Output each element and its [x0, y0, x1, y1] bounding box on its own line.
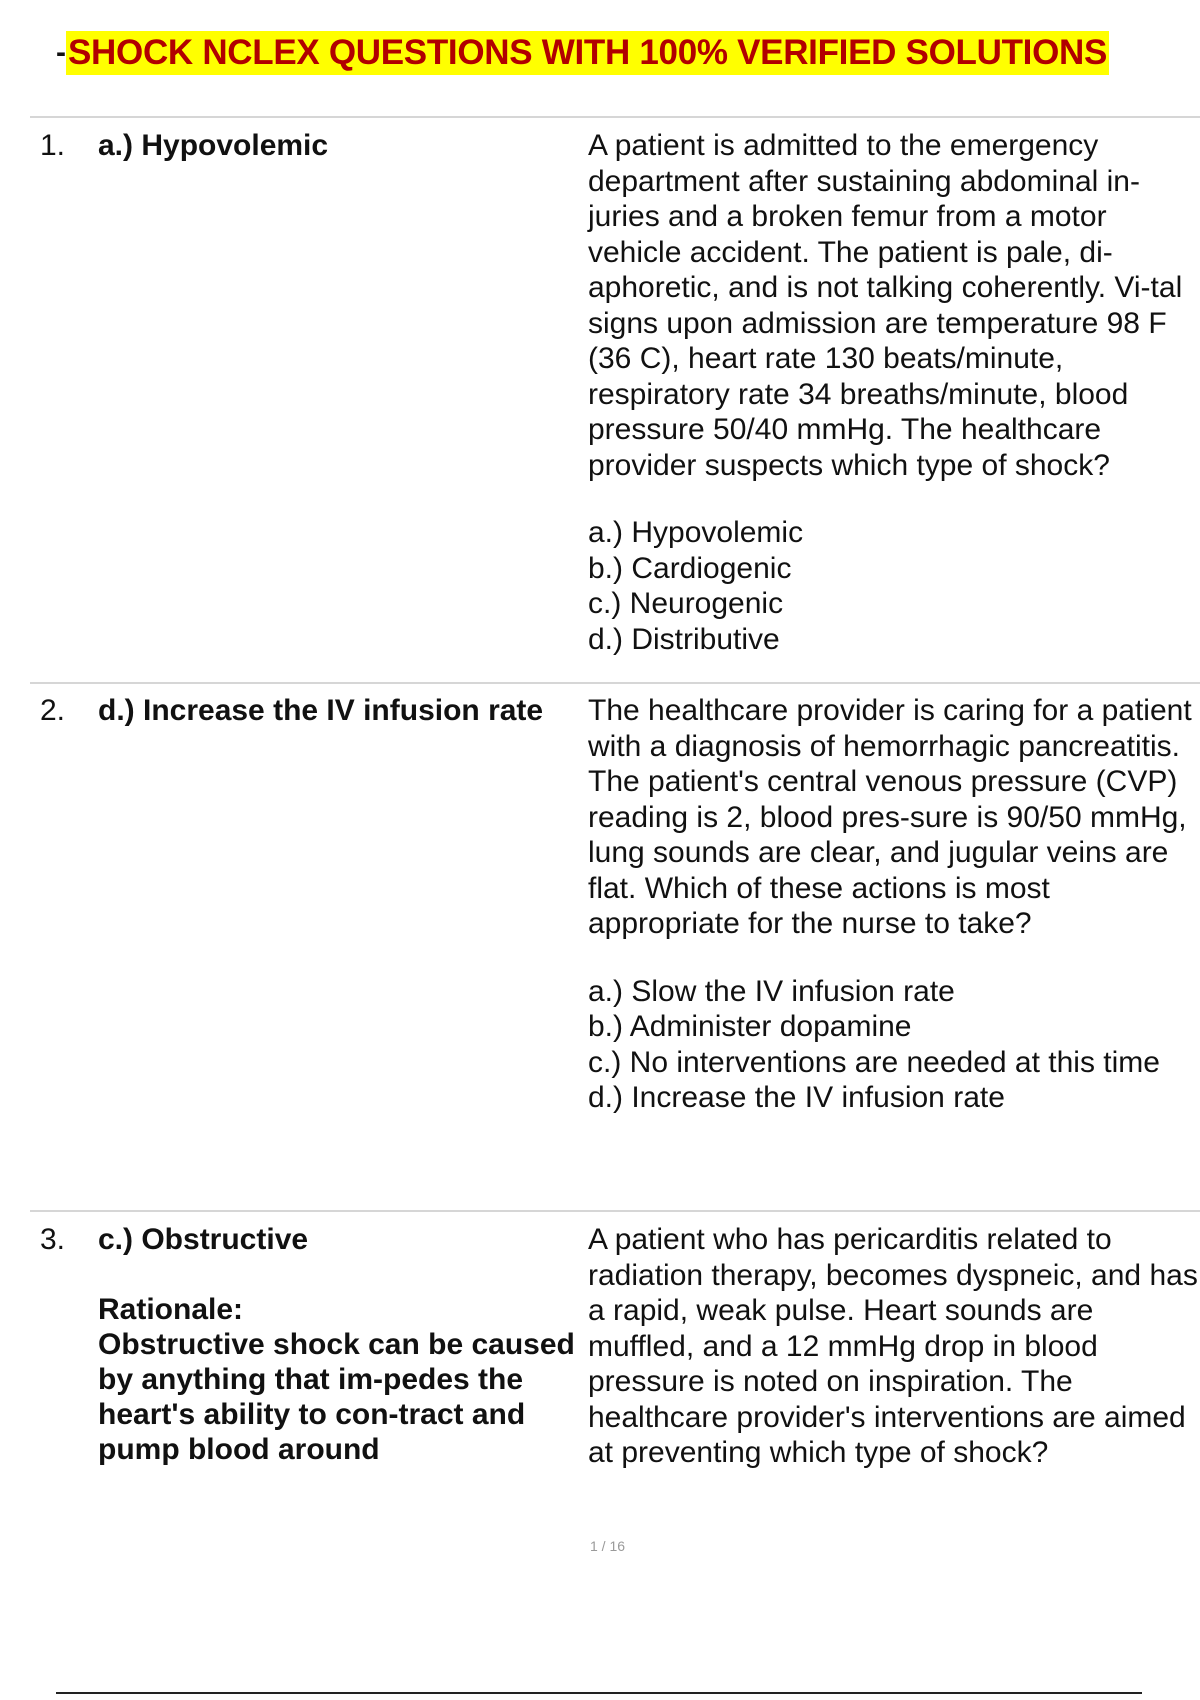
divider [30, 1210, 1200, 1212]
document-header [56, 30, 1109, 76]
option-c: c.) No interventions are needed at this time [588, 1045, 1160, 1079]
card-answer: a.) Hypovolemic [98, 129, 329, 162]
answer-options [588, 515, 1198, 657]
divider [30, 682, 1200, 684]
option-a: a.) Hypovolemic [588, 516, 804, 549]
card-question: A patient who has pericarditis related to radiation therapy, becomes dyspneic, and has a rapid, weak pulse. Heart sounds are muffled, and a 12 mmHg drop in blood pressure is noted on inspiration. The healthcare provider's interventions are aimed at preventing which type of shock? [588, 1223, 1198, 1469]
title-dash: - [56, 36, 66, 69]
card-answer: c.) Obstructive [98, 1223, 309, 1256]
card-question-block [588, 128, 1198, 657]
rationale-text: Obstructive shock can be caused by anything that im-pedes the heart's ability to con-tract and pump blood around [98, 1328, 575, 1466]
card-question: The healthcare provider is caring for a patient with a diagnosis of hemorrhagic pancreatitis. The patient's central venous pressure (CVP) reading is 2, blood pres-sure is 90/50 mmHg, lung sounds are clear, and jugular veins are flat. Which of these actions is most appropriate for the nurse to take? [588, 694, 1192, 940]
card-answer: d.) Increase the IV infusion rate [98, 694, 544, 727]
option-c: c.) Neurogenic [588, 587, 784, 620]
answer-options [588, 974, 1198, 1116]
rationale-label: Rationale: [98, 1293, 244, 1326]
card-question-block [588, 693, 1198, 1116]
card-number: 3. [40, 1223, 66, 1256]
option-d: d.) Increase the IV infusion rate [588, 1081, 1005, 1114]
divider [30, 116, 1200, 118]
document-title: SHOCK NCLEX QUESTIONS WITH 100% VERIFIED SOLUTIONS [66, 31, 1109, 75]
card-question-block [588, 1222, 1198, 1471]
page-number: 1 / 16 [590, 1538, 626, 1554]
option-b: b.) Administer dopamine [588, 1010, 912, 1043]
page-bottom-rule [56, 1692, 1142, 1694]
card-question: A patient is admitted to the emergency department after sustaining abdominal in-juries and a broken femur from a motor vehicle accident. The patient is pale, di-aphoretic, and is not talking coherently. Vi-tal signs upon admission are temperature 98 F (36 C), heart rate 130 beats/minute, respiratory rate 34 breaths/minute, blood pressure 50/40 mmHg. The healthcare provider suspects which type of shock? [588, 129, 1183, 482]
card-number: 1. [40, 129, 66, 162]
card-number: 2. [40, 694, 66, 727]
option-b: b.) Cardiogenic [588, 551, 792, 585]
card-answer-block [98, 1222, 608, 1467]
option-d: d.) Distributive [588, 622, 780, 656]
option-a: a.) Slow the IV infusion rate [588, 974, 955, 1008]
